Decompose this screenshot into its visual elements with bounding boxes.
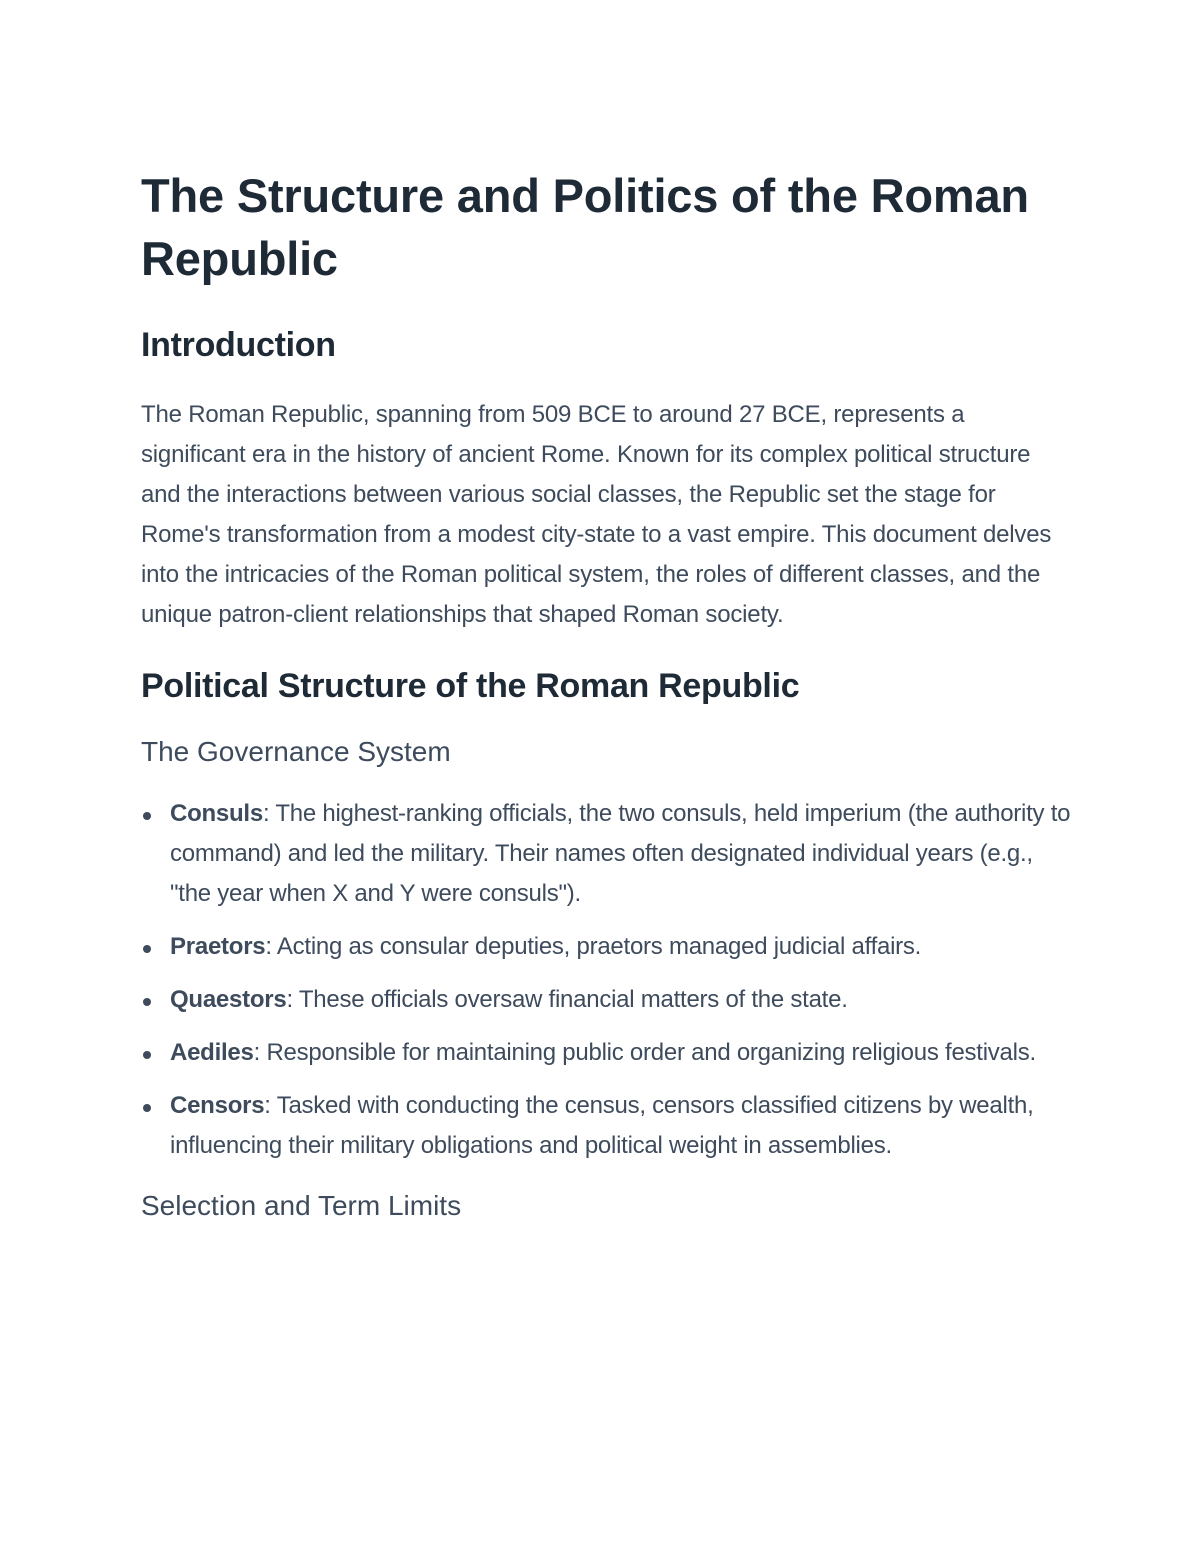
list-item-text: : The highest-ranking officials, the two consuls, held imperium (the authority to command) and led the military. Their names often designated individual years (e.g., "the year when X and Y were consuls"). bbox=[170, 800, 1071, 907]
list-item-term: Consuls bbox=[170, 800, 263, 827]
document-page bbox=[141, 164, 1071, 1224]
list-item-text: : These officials oversaw financial matters of the state. bbox=[286, 986, 848, 1013]
governance-officials-list bbox=[141, 794, 1071, 1166]
list-item-text: : Tasked with conducting the census, censors classified citizens by wealth, influencing their military obligations and political weight in assemblies. bbox=[170, 1092, 1034, 1159]
bullet-dot-icon bbox=[143, 945, 151, 953]
document-title: The Structure and Politics of the Roman Republic bbox=[141, 169, 1029, 285]
list-item-censors bbox=[141, 1086, 1071, 1166]
section-heading-political-structure: Political Structure of the Roman Republic bbox=[141, 667, 800, 705]
bullet-dot-icon bbox=[143, 998, 151, 1006]
list-item-term: Praetors bbox=[170, 933, 266, 960]
bullet-dot-icon bbox=[143, 1051, 151, 1059]
list-item-term: Quaestors bbox=[170, 986, 287, 1013]
list-item-quaestors bbox=[141, 980, 1071, 1020]
list-item-term: Censors bbox=[170, 1092, 265, 1119]
list-item-praetors bbox=[141, 927, 1071, 967]
list-item-term: Aediles bbox=[170, 1039, 254, 1066]
list-item-consuls bbox=[141, 794, 1071, 914]
list-item-text: : Acting as consular deputies, praetors managed judicial affairs. bbox=[265, 933, 922, 960]
subsection-heading-governance-system: The Governance System bbox=[141, 736, 451, 767]
section-heading-introduction: Introduction bbox=[141, 326, 336, 364]
bullet-dot-icon bbox=[143, 812, 151, 820]
introduction-paragraph: The Roman Republic, spanning from 509 BCE to around 27 BCE, represents a significant era in the history of ancient Rome. Known for its complex political structure and the interactions between various social classes, the Republic set the stage for Rome's transformation from a modest city-state to a vast empire. This document delves into the intricacies of the Roman political system, the roles of different classes, and the unique patron-client relationships that shaped Roman society. bbox=[141, 401, 1052, 628]
list-item-text: : Responsible for maintaining public order and organizing religious festivals. bbox=[253, 1039, 1036, 1066]
subsection-heading-selection-term-limits: Selection and Term Limits bbox=[141, 1190, 462, 1221]
list-item-aediles bbox=[141, 1033, 1071, 1073]
bullet-dot-icon bbox=[143, 1104, 151, 1112]
